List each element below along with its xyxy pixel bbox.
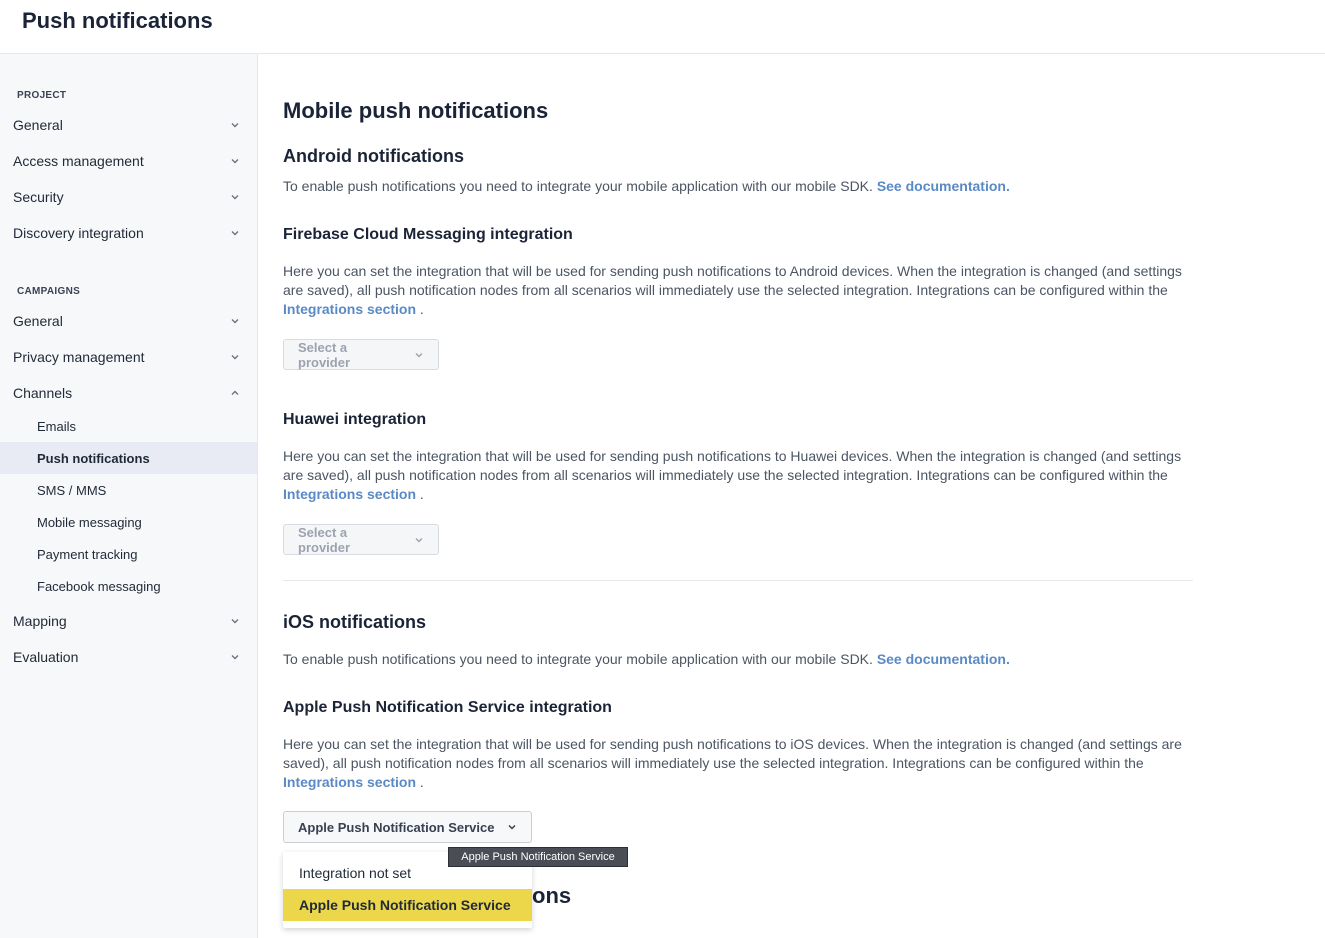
sidebar-item-label: Channels <box>13 385 73 401</box>
chevron-down-icon <box>229 351 241 363</box>
partial-section-heading: ons <box>532 883 572 908</box>
sidebar-item-general-campaigns[interactable] <box>0 305 257 337</box>
section-divider <box>283 580 1193 581</box>
chevron-down-icon <box>414 535 424 545</box>
sidebar-item-label: Privacy management <box>13 349 145 365</box>
chevron-down-icon <box>229 615 241 627</box>
huawei-provider-select[interactable]: Select a provider <box>283 524 439 555</box>
sidebar-item-channels[interactable] <box>0 377 257 409</box>
huawei-title: Huawei integration <box>283 411 427 428</box>
chevron-up-icon <box>229 387 241 399</box>
sidebar-subitem-push-notifications[interactable]: Push notifications <box>0 442 257 474</box>
dropdown-option-integration-not-set[interactable]: Integration not set <box>299 865 412 881</box>
android-title: Android notifications <box>283 146 464 166</box>
main-content <box>283 0 1325 938</box>
sidebar-item-label: Mapping <box>13 613 67 629</box>
apns-provider-select[interactable]: Apple Push Notification Service <box>283 811 532 843</box>
sidebar-item-label: Access management <box>13 153 144 169</box>
apns-description: Here you can set the integration that will be used for sending push notifications to iOS devices. When the integration is changed (and settings are saved), all push notification nodes from all scenarios will immediately use the selected integration. Integrations can be configured within the Integrations section . <box>283 736 1182 790</box>
firebase-provider-select[interactable]: Select a provider <box>283 339 439 370</box>
sidebar-subitem-emails[interactable]: Emails <box>37 418 77 434</box>
sidebar-item-mapping[interactable] <box>0 605 257 637</box>
firebase-title: Firebase Cloud Messaging integration <box>283 226 573 243</box>
section-title: Mobile push notifications <box>283 98 549 123</box>
sidebar-item-label: General <box>13 313 63 329</box>
chevron-down-icon <box>229 227 241 239</box>
sidebar-item-evaluation[interactable] <box>0 641 257 673</box>
sidebar-item-access-management[interactable] <box>0 145 257 177</box>
apns-integrations-link[interactable]: Integrations section <box>283 774 417 790</box>
chevron-down-icon <box>229 651 241 663</box>
chevron-down-icon <box>229 155 241 167</box>
sidebar-item-label: General <box>13 117 63 133</box>
section-label-campaigns: CAMPAIGNS <box>17 286 81 297</box>
chevron-down-icon <box>229 119 241 131</box>
android-doc-link[interactable]: See documentation. <box>876 178 1010 194</box>
sidebar-item-security[interactable] <box>0 181 257 213</box>
sidebar-item-label: Security <box>13 189 64 205</box>
ios-doc-link[interactable]: See documentation. <box>876 651 1010 667</box>
android-intro: To enable push notifications you need to integrate your mobile application with our mobile SDK. See documentation. <box>283 178 1010 194</box>
sidebar-subitem-mobile-messaging[interactable]: Mobile messaging <box>37 514 142 530</box>
chevron-down-icon <box>229 315 241 327</box>
sidebar-item-privacy-management[interactable] <box>0 341 257 373</box>
sidebar-subitem-payment-tracking[interactable]: Payment tracking <box>37 546 138 562</box>
apns-title: Apple Push Notification Service integration <box>283 699 612 716</box>
firebase-integrations-link[interactable]: Integrations section <box>283 301 417 317</box>
chevron-down-icon <box>507 822 517 832</box>
sidebar-item-label: Discovery integration <box>13 225 144 241</box>
sidebar-subitem-sms-mms[interactable]: SMS / MMS <box>37 482 107 498</box>
firebase-description: Here you can set the integration that will be used for sending push notifications to Android devices. When the integration is changed (and settings are saved), all push notification nodes from all scenarios will immediately use the selected integration. Integrations can be configured within the Integrations section . <box>283 263 1182 317</box>
sidebar-item-general-project[interactable] <box>0 109 257 141</box>
select-tooltip: Apple Push Notification Service <box>448 847 628 867</box>
ios-intro: To enable push notifications you need to integrate your mobile application with our mobile SDK. See documentation. <box>283 651 1010 667</box>
section-label-project: PROJECT <box>17 90 67 101</box>
ios-title: iOS notifications <box>283 612 427 632</box>
sidebar-subitem-facebook-messaging[interactable]: Facebook messaging <box>37 578 161 594</box>
huawei-description: Here you can set the integration that will be used for sending push notifications to Huawei devices. When the integration is changed (and settings are saved), all push notification nodes from all scenarios will immediately use the selected integration. Integrations can be configured within the Integrations section . <box>283 448 1182 502</box>
sidebar-item-label: Evaluation <box>13 649 79 665</box>
chevron-down-icon <box>229 191 241 203</box>
dropdown-option-apns[interactable]: Apple Push Notification Service <box>283 889 532 921</box>
sidebar <box>0 54 258 938</box>
chevron-down-icon <box>414 350 424 360</box>
huawei-integrations-link[interactable]: Integrations section <box>283 486 417 502</box>
page-title: Push notifications <box>22 8 213 33</box>
sidebar-item-discovery-integration[interactable] <box>0 217 257 249</box>
